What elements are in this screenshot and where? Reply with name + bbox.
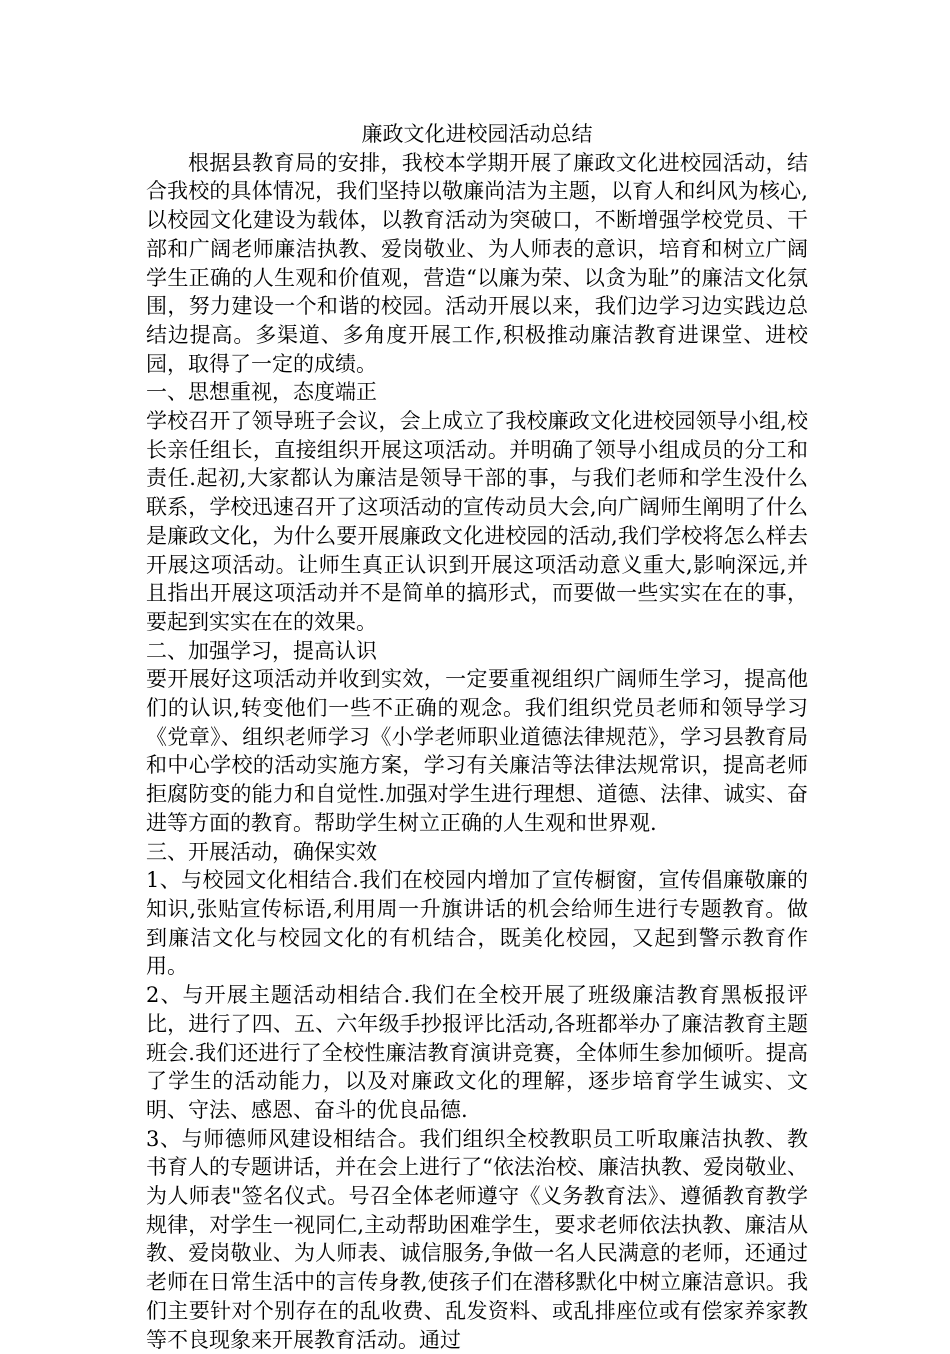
section3-item1: 1、与校园文化相结合.我们在校园内增加了宣传橱窗，宣传倡廉敬廉的知识,张贴宣传标语,利用周一升旗讲话的机会给师生进行专题教育。做到廉洁文化与校园文化的有机结合，既美化校园，又起到警示教育作用。: [146, 868, 808, 979]
section3-item2: 2、与开展主题活动相结合.我们在全校开展了班级廉洁教育黑板报评比，进行了四、五、六年级手抄报评比活动,各班都举办了廉洁教育主题班会.我们还进行了全校性廉洁教育演讲竞赛，全体师生参加倾听。提高了学生的活动能力，以及对廉政文化的理解，逐步培育学生诚实、文明、守法、感恩、奋斗的优良品德.: [146, 983, 808, 1122]
section2-body: 要开展好这项活动并收到实效，一定要重视组织广阔师生学习，提高他们的认识,转变他们一些不正确的观念。我们组织党员老师和领导学习《党章》、组织老师学习《小学老师职业道德法律规范》，学习县教育局和中心学校的活动实施方案，学习有关廉洁等法律法规常识，提高老师拒腐防变的能力和自觉性.加强对学生进行理想、道德、法律、诚实、奋进等方面的教育。帮助学生树立正确的人生观和世界观.: [146, 667, 808, 835]
intro-paragraph: 根据县教育局的安排，我校本学期开展了廉政文化进校园活动，结合我校的具体情况，我们坚持以敬廉尚洁为主题，以育人和纠风为核心,以校园文化建设为载体，以教育活动为突破口，不断增强学校党员、干部和广阔老师廉洁执教、爱岗敬业、为人师表的意识，培育和树立广阔学生正确的人生观和价值观，营造“以廉为荣、以贪为耻”的廉洁文化氛围，努力建设一个和谐的校园。活动开展以来，我们边学习边实践边总结边提高。多渠道、多角度开展工作,积极推动廉洁教育进课堂、进校园，取得了一定的成绩。: [146, 150, 808, 376]
document-title: 廉政文化进校园活动总结: [361, 122, 593, 146]
section1-body: 学校召开了领导班子会议，会上成立了我校廉政文化进校园领导小组,校长亲任组长，直接组织开展这项活动。并明确了领导小组成员的分工和责任.起初,大家都认为廉洁是领导干部的事，与我们老师和学生没什么联系，学校迅速召开了这项活动的宣传动员大会,向广阔师生阐明了什么是廉政文化，为什么要开展廉政文化进校园的活动,我们学校将怎么样去开展这项活动。让师生真正认识到开展这项活动意义重大,影响深远,并且指出开展这项活动并不是简单的搞形式，而要做一些实实在在的事，要起到实实在在的效果。: [146, 409, 808, 634]
section2-heading: 二、加强学习，提高认识: [146, 638, 377, 663]
section1-heading: 一、思想重视，态度端正: [146, 380, 377, 405]
section3-heading: 三、开展活动，确保实效: [146, 839, 377, 864]
section3-item3: 3、与师德师风建设相结合。我们组织全校教职员工听取廉洁执教、教书育人的专题讲话，并在会上进行了“依法治校、廉洁执教、爱岗敬业、为人师表"签名仪式。号召全体老师遵守《义务教育法》、遵循教育教学规律，对学生一视同仁,主动帮助困难学生，要求老师依法执教、廉洁从教、爱岗敬业、为人师表、诚信服务,争做一名人民满意的老师，还通过老师在日常生活中的言传身教,使孩子们在潜移默化中树立廉洁意识。我们主要针对个别存在的乱收费、乱发资料、或乱排座位或有偿家养家教等不良现象来开展教育活动。通过: [146, 1126, 808, 1352]
document-page: [146, 120, 808, 1354]
